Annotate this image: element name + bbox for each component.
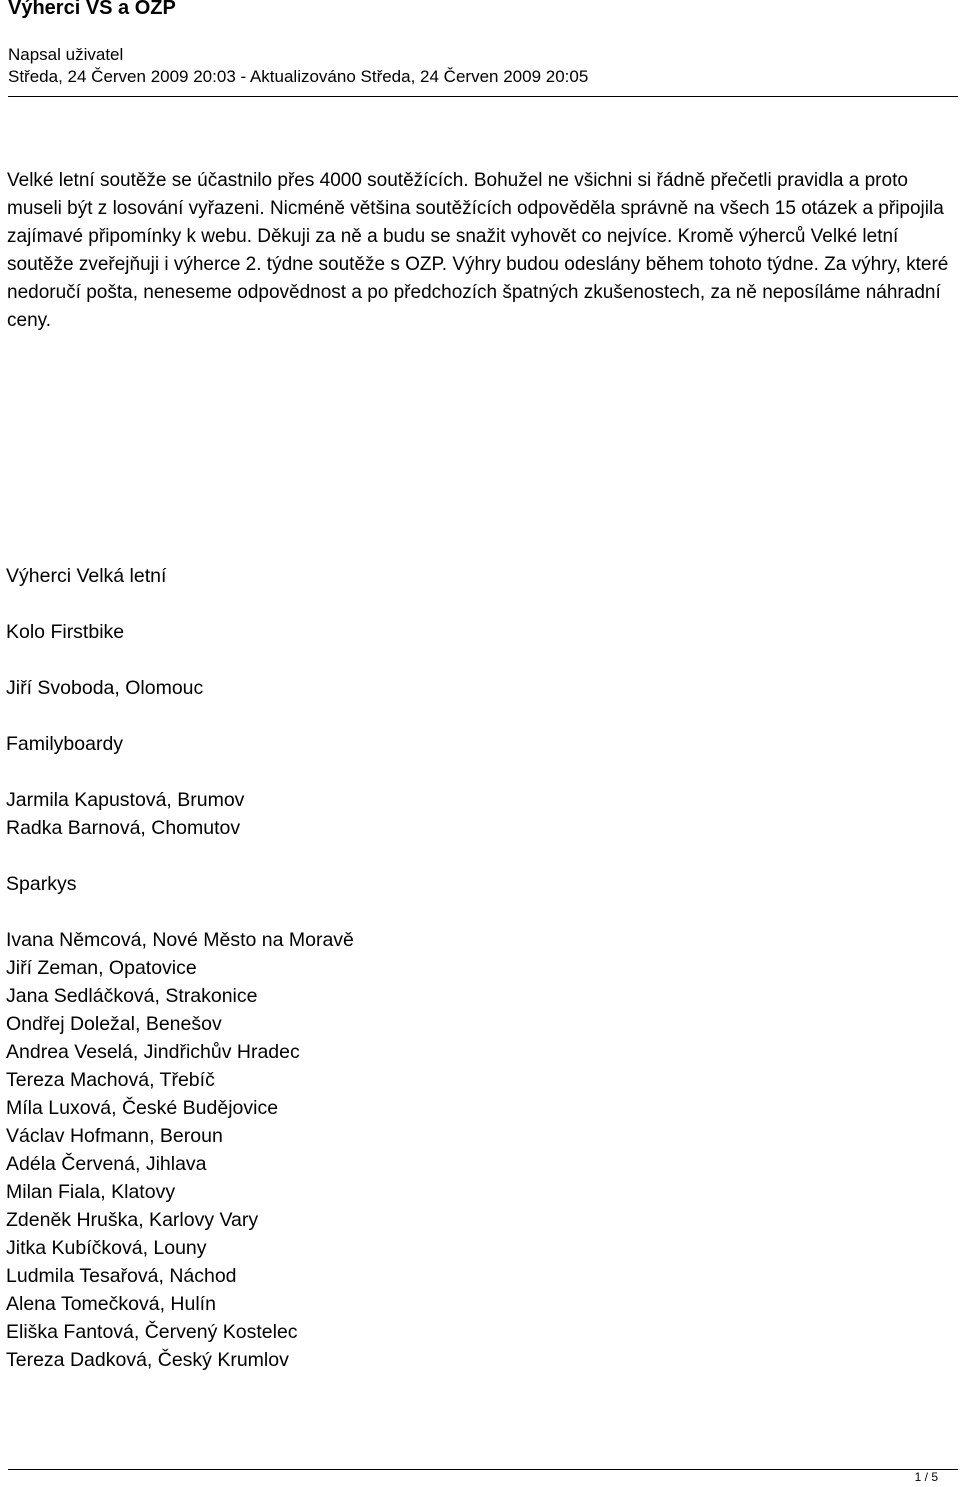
winner-item: Ondřej Doležal, Benešov	[6, 1013, 222, 1035]
header-bar	[0, 0, 960, 96]
winner-item: Alena Tomečková, Hulín	[6, 1293, 216, 1315]
winners-section	[6, 562, 906, 1374]
winner-item: Jitka Kubíčková, Louny	[6, 1237, 207, 1259]
winner-item: Radka Barnová, Chomutov	[6, 817, 241, 839]
winner-item: Jarmila Kapustová, Brumov	[6, 789, 245, 811]
prize-name: Kolo Firstbike	[6, 621, 125, 643]
page-title: Výherci VS a OZP	[8, 0, 176, 19]
winner-item: Andrea Veselá, Jindřichův Hradec	[6, 1041, 300, 1063]
winner-item: Jiří Zeman, Opatovice	[6, 957, 197, 979]
footer-divider	[8, 1469, 958, 1470]
article-intro: Velké letní soutěže se účastnilo přes 4000 soutěžících. Bohužel ne všichni si řádně přečetli pravidla a proto museli být z losování vyřazeni. Nicméně většina soutěžících odpověděla správně na všech 15 otázek a připojila zajímavé připomínky k webu. Děkuji za ně a budu se snažit vyhovět co nejvíce. Kromě výherců Velké letní soutěže zveřejňuji i výherce 2. týdne soutěže s OZP. Výhry budou odeslány během tohoto týdne. Za výhry, které nedoručí pošta, neneseme odpovědnost a po předchozích špatných zkušenostech, za ně neposíláme náhradní ceny.	[7, 170, 949, 331]
winner-item: Eliška Fantová, Červený Kostelec	[6, 1321, 298, 1343]
winner-item: Ludmila Tesařová, Náchod	[6, 1265, 237, 1287]
winner-item: Adéla Červená, Jihlava	[6, 1153, 207, 1175]
article-meta	[8, 44, 588, 88]
winners-heading: Výherci Velká letní	[6, 565, 167, 587]
winner-item: Milan Fiala, Klatovy	[6, 1181, 176, 1203]
winner-item: Jana Sedláčková, Strakonice	[6, 985, 258, 1007]
winner-item: Václav Hofmann, Beroun	[6, 1125, 223, 1147]
date-line: Středa, 24 Červen 2009 20:03 - Aktualizováno Středa, 24 Červen 2009 20:05	[8, 67, 589, 86]
winner-item: Ivana Němcová, Nové Město na Moravě	[6, 929, 354, 951]
winner-item: Tereza Machová, Třebíč	[6, 1069, 215, 1091]
author-line: Napsal uživatel	[8, 45, 124, 64]
winner-item: Tereza Dadková, Český Krumlov	[6, 1349, 289, 1371]
winner-item: Míla Luxová, České Budějovice	[6, 1097, 279, 1119]
prize-name: Familyboardy	[6, 733, 124, 755]
prize-name: Sparkys	[6, 873, 77, 895]
winner-item: Jiří Svoboda, Olomouc	[6, 677, 204, 699]
header-divider	[8, 96, 958, 97]
page-indicator: 1 / 5	[914, 1470, 938, 1484]
winner-item: Zdeněk Hruška, Karlovy Vary	[6, 1209, 259, 1231]
